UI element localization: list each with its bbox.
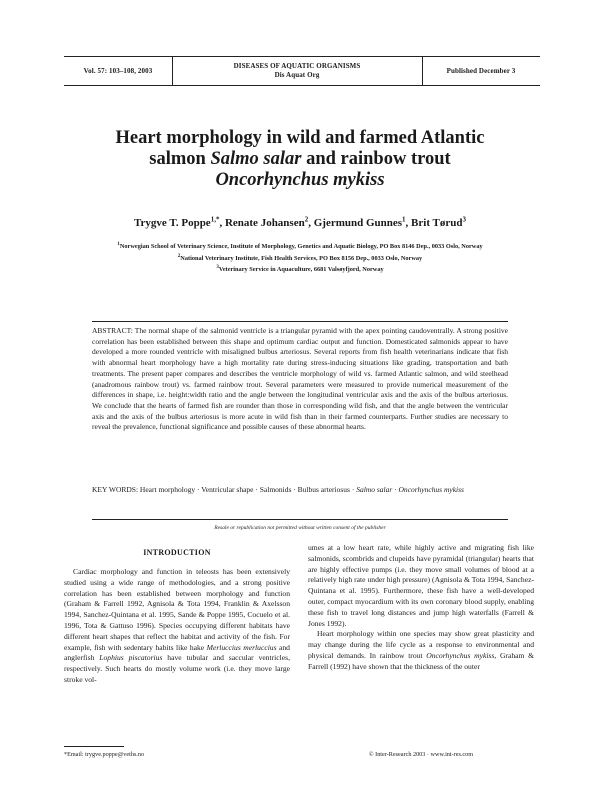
copyright-notice: © Inter-Research 2003 · www.int-res.com bbox=[368, 751, 474, 758]
author: Renate Johansen$^2$, bbox=[224, 215, 314, 229]
journal-abbrev: Dis Aquat Org bbox=[274, 71, 320, 79]
abstract-text: ABSTRACT: The normal shape of the salmonid ventricle is a triangular pyramid with the apex pointing caudoventrally. A strong positive correlation has been established between this shape and optimum cardiac output and function. Domesticated salmonids appear to have developed a more rounded ventricle with misaligned bulbus arteriosus. Several reports from fish health veterinarians indicate that fish with abnormal heart morphology have a high mortality rate during stress-inducing situations like grading, transportation and bath treatments. The present paper compares and describes the ventricle morphology of wild vs. farmed Atlantic salmon, and wild steelhead (anadromous rainbow trout) vs. farmed rainbow trout. Several parameters were measured to provide numerical measurement of the differences in shape, i.e. height:width ratio and the angle between the longitudinal ventricular axis and the axis of the bulbus arteriosus. We conclude that the hearts of farmed fish are rounder than those in corresponding wild fish, and that the angle between the ventricular axis and the axis of the bulbus arteriosus is more acute in wild fish than in their farmed counterparts. Further studies are necessary to reveal the prevalence, functional significance and possible causes of these abnormal hearts. bbox=[92, 326, 508, 432]
title-line-1: Heart morphology in wild and farmed Atlantic bbox=[115, 128, 485, 148]
corresponding-email: *Email: trygve.poppe@veths.no bbox=[64, 751, 145, 758]
abstract-box bbox=[92, 321, 508, 520]
paragraph: umes at a low heart rate, while highly active and migrating fish like salmonids, scombrids and clupeids have pyramidal (triangular) hearts that are highly effective pumps (i.e. they move small volumes of blood at a relatively high rate under high pressure) (Agnisola & Tota 1994, Sanchez-Quintana et al. 1995). Furthermore, these fish have a well-developed outer, compact myocardium with its own coronary blood supply, enabling these fish to travel long distances and jump high waterfalls (Farrell & Jones 1992). bbox=[308, 543, 534, 628]
resale-notice: Resale or republication not permitted without written consent of the publisher bbox=[92, 514, 508, 533]
volume-info: Vol. 57: 103–108, 2003 bbox=[64, 57, 173, 85]
paragraph: Heart morphology within one species may show great plasticity and may change during the life cycle as a response to environmental and physical demands. In rainbow trout Oncorhynchus mykiss, Graham & Farrell (1992) have shown that the thickness of the outer bbox=[308, 629, 535, 671]
publication-date: Published December 3 bbox=[446, 67, 516, 75]
left-column bbox=[64, 567, 290, 686]
author-list bbox=[60, 215, 540, 229]
title-line-3 bbox=[60, 170, 540, 191]
author: Brit Tørud$^3$ bbox=[411, 215, 466, 229]
affiliation-1: $^1$Norwegian School of Veterinary Science, Institute of Morphology, Genetics and Aquatic Biology, PO Box 8146 Dep., 0033 Oslo, Norway bbox=[117, 242, 483, 251]
affiliations bbox=[90, 240, 510, 275]
keywords: KEY WORDS: Heart morphology · Ventricular shape · Salmonids · Bulbus arteriosus · Salmo salar · Oncorhynchus mykiss bbox=[92, 485, 464, 494]
journal-name: DISEASES OF AQUATIC ORGANISMS bbox=[233, 62, 361, 70]
author: Gjermund Gunnes$^1$, bbox=[313, 215, 412, 229]
author: Trygve T. Poppe$^{1,*}$, bbox=[134, 215, 225, 229]
paper-title bbox=[60, 128, 540, 191]
journal-name-block bbox=[172, 57, 423, 85]
paragraph: Cardiac morphology and function in teleosts has been extensively studied using a wide range of methodologies, and a strong positive correlation has been established between morphology and function (Graham & Farrell 1992, Agnisola & Tota 1994, Franklin & Axelsson 1994, Sanchez-Quintana et al. 1995, Sande & Poppe 1995, Cocuelo et al. 1996, Tota & Gattuso 1996). Species occupying different habitats have different heart shapes that reflect the habitat and activity of the fish. For example, fish with sedentary habits like hake Merluccius merluccius and anglerfish Lophius piscatorius have tubular and saccular ventricles, respectively. Such hearts do mostly volume work (i.e. they move large stroke vol- bbox=[64, 567, 290, 684]
right-column bbox=[308, 543, 534, 673]
journal-header bbox=[64, 56, 540, 86]
species-salmo-salar: Salmo salar bbox=[210, 149, 302, 169]
species-oncorhynchus-mykiss: Oncorhynchus mykiss bbox=[215, 170, 385, 190]
affiliation-3: $^3$Veterinary Service in Aquaculture, 6681 Valsøyfjord, Norway bbox=[216, 265, 384, 274]
title-line-2: salmon Salmo salar and rainbow trout bbox=[149, 149, 451, 169]
affiliation-2: $^2$National Veterinary Institute, Fish Health Services, PO Box 8156 Dep., 0033 Oslo, Norway bbox=[177, 253, 423, 262]
footnote-rule bbox=[64, 746, 124, 747]
section-heading-introduction: INTRODUCTION bbox=[143, 548, 211, 557]
